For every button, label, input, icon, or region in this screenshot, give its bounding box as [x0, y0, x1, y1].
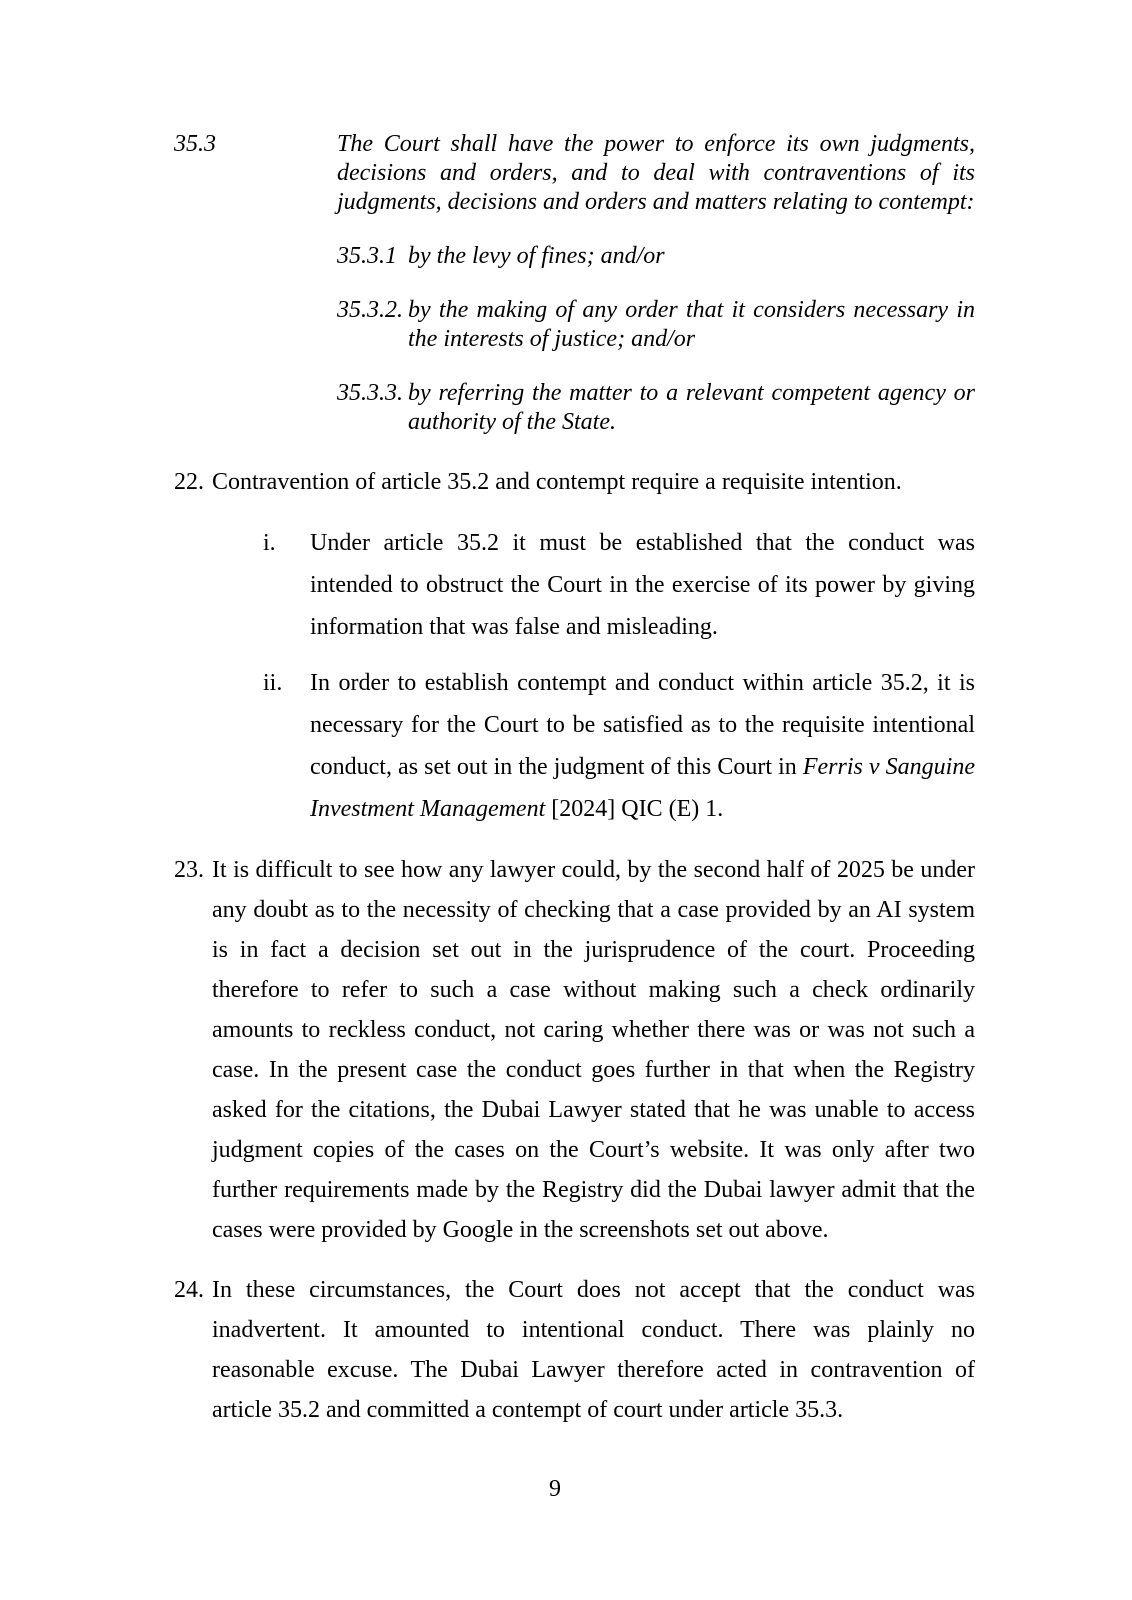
- paragraph-marker: 23.: [174, 857, 204, 883]
- quote-subitem-text: by referring the matter to a relevant competent agency or authority of the State.: [408, 380, 975, 435]
- quote-subitem-marker: 35.3.2.: [337, 297, 403, 323]
- quote-subitem-marker: 35.3.3.: [337, 380, 403, 406]
- quote-subitem-text: by the making of any order that it considers necessary in the interests of justice; and/or: [408, 297, 975, 352]
- case-citation: Ferris v Sanguine Investment Management: [310, 754, 975, 822]
- roman-item-marker: ii.: [263, 670, 283, 696]
- paragraph-marker: 24.: [174, 1277, 204, 1303]
- roman-item-marker: i.: [263, 530, 276, 556]
- quote-subitem-35-3-1: [174, 242, 975, 271]
- quote-subitem-marker: 35.3.1: [337, 243, 397, 269]
- page-number: 9: [549, 1476, 561, 1502]
- roman-item-text-after: [2024] QIC (E) 1.: [545, 796, 724, 822]
- paragraph-24: [174, 1270, 975, 1430]
- roman-item-ii: [174, 662, 975, 830]
- roman-item-i: [174, 522, 975, 648]
- quote-subitem-35-3-2: [174, 296, 975, 354]
- quote-marker: 35.3: [174, 131, 216, 157]
- quote-block-rule-35-3: [174, 130, 975, 437]
- paragraph-22: [174, 462, 975, 502]
- quote-text: The Court shall have the power to enforce its own judgments, decisions and orders, and to deal with contraventions of its judgments, decisions and orders and matters relating to contempt:: [337, 131, 975, 215]
- quote-paragraph: [174, 130, 975, 217]
- paragraph-text: In these circumstances, the Court does not accept that the conduct was inadvertent. It amounted to intentional conduct. There was plainly no reasonable excuse. The Dubai Lawyer therefore acted in contravention of article 35.2 and committed a contempt of court under article 35.3.: [212, 1277, 975, 1423]
- paragraph-text: It is difficult to see how any lawyer could, by the second half of 2025 be under any doubt as to the necessity of checking that a case provided by an AI system is in fact a decision set out in the jurisprudence of the court. Proceeding therefore to refer to such a case without making such a check ordinarily amounts to reckless conduct, not caring whether there was or was not such a case. In the present case the conduct goes further in that when the Registry asked for the citations, the Dubai Lawyer stated that he was unable to access judgment copies of the cases on the Court’s website. It was only after two further requirements made by the Registry did the Dubai lawyer admit that the cases were provided by Google in the screenshots set out above.: [212, 857, 975, 1243]
- roman-item-text: In order to establish contempt and conduct within article 35.2, it is necessary for the Court to be satisfied as to the requisite intentional conduct, as set out in the judgment of this Court in: [310, 670, 975, 780]
- quote-subitem-35-3-3: [174, 379, 975, 437]
- roman-item-text: Under article 35.2 it must be established that the conduct was intended to obstruct the Court in the exercise of its power by giving information that was false and misleading.: [310, 530, 975, 640]
- paragraph-23: [174, 850, 975, 1250]
- quote-subitem-text: by the levy of fines; and/or: [408, 243, 665, 269]
- paragraph-marker: 22.: [174, 469, 204, 495]
- paragraph-text: Contravention of article 35.2 and contempt require a requisite intention.: [212, 469, 902, 495]
